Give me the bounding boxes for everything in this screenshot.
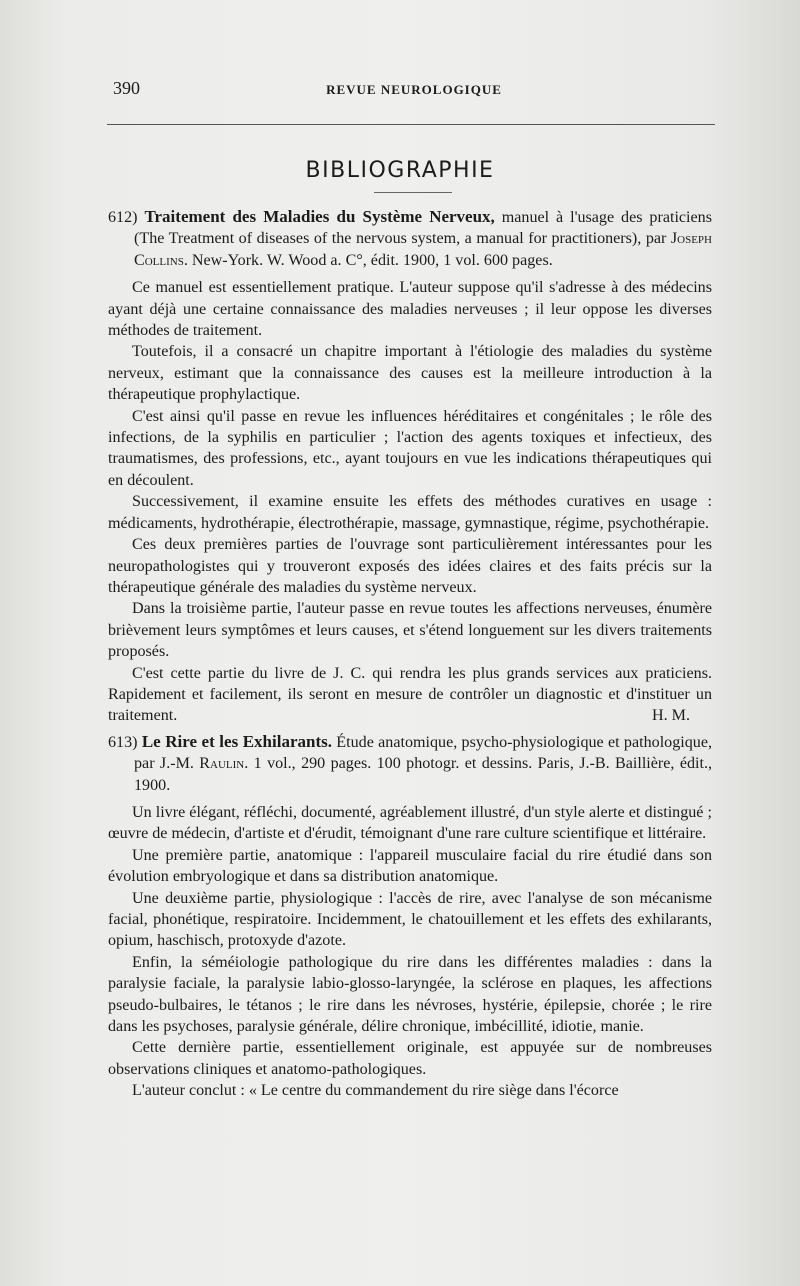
entry-number: 613) [108, 733, 138, 751]
paragraph: Une deuxième partie, physiologique : l'accès de rire, avec l'analyse de son mécanisme facial, phonétique, respiratoire. Incidemment, le chatouillement et les effets des exhilarants, opium, haschisch, protoxyde d'azote. [108, 889, 712, 950]
reviewer-signature: H. M. [651, 707, 690, 725]
entry-citation-end: . New-York. W. Wood a. C°, édit. 1900, 1 vol. 600 pages. [183, 251, 553, 269]
running-head: REVUE NEUROLOGIQUE [326, 82, 502, 97]
title-rule [374, 192, 452, 193]
paragraph: C'est ainsi qu'il passe en revue les influences héréditaires et congénitales ; le rôle des infections, de la syphilis en particulier ; l'action des agents toxiques et infectieux, des traumatismes, des professions, etc., ayant toujours en vue les indications thérapeutiques qui en découlent. [108, 407, 712, 489]
paragraph: Successivement, il examine ensuite les effets des méthodes curatives en usage : médicaments, hydrothérapie, électrothérapie, massage, gymnastique, régime, psychothérapie. [108, 493, 712, 532]
entry-author: Joseph Collins [134, 230, 712, 269]
entry-number: 612) [108, 209, 138, 226]
entry-citation-end: . 1 vol., 290 pages. 100 photogr. et dessins. Paris, J.-B. Baillière, édit., 1900. [134, 755, 712, 794]
entry-613-heading [108, 731, 712, 796]
paragraph: Une première partie, anatomique : l'appareil musculaire facial du rire étudié dans son évolution embryologique et dans sa distribution anatomique. [108, 846, 712, 886]
entry-citation: Étude anatomique, psycho-physiologique et pathologique, par J.-M. [134, 733, 712, 773]
bibliography-content [108, 206, 712, 1102]
paragraph: Ces deux premières parties de l'ouvrage sont particulièrement intéressantes pour les neuropathologistes qui y trouveront exposés des idées claires et des faits précis sur la thérapeutique générale des maladies du système nerveux. [108, 536, 712, 596]
paragraph: Cette dernière partie, essentiellement originale, est appuyée sur de nombreuses observations cliniques et anatomo-pathologiques. [108, 1039, 712, 1078]
paragraph: L'auteur conclut : « Le centre du commandement du rire siège dans l'écorce [132, 1082, 619, 1100]
entry-title: Traitement des Maladies du Système Nerveux, [144, 207, 495, 226]
paragraph: Un livre élégant, réfléchi, documenté, agréablement illustré, d'un style alerte et distingué ; œuvre de médecin, d'artiste et d'érudit, témoignant d'une rare culture scientifique et littéraire. [108, 803, 712, 843]
page-number: 390 [113, 78, 140, 98]
paragraph: Ce manuel est essentiellement pratique. L'auteur suppose qu'il s'adresse à des médecins ayant déjà une certaine connaissance des maladies nerveuses ; il leur oppose les diverses méthodes de traitement. [108, 279, 712, 340]
entry-title: Le Rire et les Exhilarants. [141, 731, 332, 751]
paragraph: Enfin, la séméiologie pathologique du rire dans les différentes maladies : dans la paralysie faciale, la paralysie labio-glosso-laryngée, la sclérose en plaques, les affections pseudo-bulbaires, le tétanos ; le rire dans les névroses, hystérie, épilepsie, chorée ; le rire dans les psychoses, paralysie générale, délire chronique, imbécillité, idiotie, manie. [108, 953, 712, 1036]
paragraph: Dans la troisième partie, l'auteur passe en revue toutes les affections nerveuses, énumère brièvement leurs symptômes et leurs causes, et s'étend longuement sur les divers traitements proposés. [108, 600, 712, 661]
section-title: BIBLIOGRAPHIE [305, 158, 495, 183]
entry-612-heading [108, 206, 712, 271]
paragraph: Toutefois, il a consacré un chapitre important à l'étiologie des maladies du système nerveux, estimant que la connaissance des causes est la meilleure introduction à la thérapeutique prophylactique. [108, 343, 712, 404]
paragraph-with-signature [108, 663, 712, 727]
paragraph-text: C'est cette partie du livre de J. C. qui rendra les plus grands services aux praticiens. Rapidement et facilement, ils seront en mesure de contrôler un diagnostic et d'instituer un traitement. [108, 664, 712, 725]
entry-citation: manuel à l'usage des praticiens (The Treatment of diseases of the nervous system, a manual for practitioners), par [134, 209, 712, 248]
page-header [113, 74, 715, 104]
entry-author: Raulin [199, 755, 245, 773]
header-rule [107, 124, 715, 125]
